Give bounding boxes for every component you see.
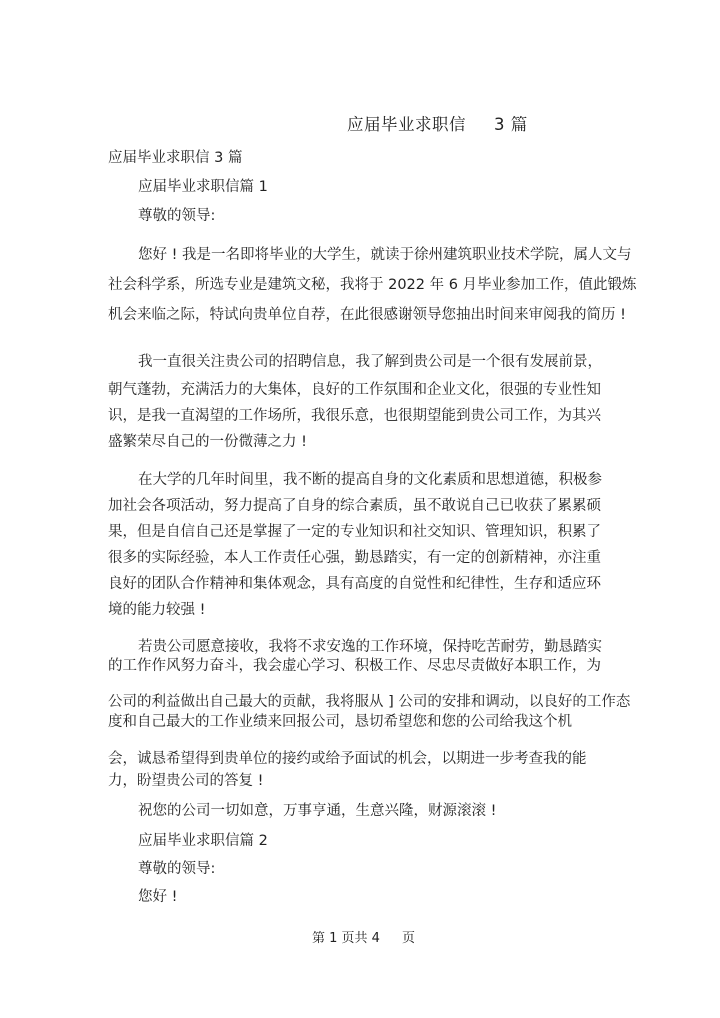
salutation-2: 尊敬的领导: (138, 861, 216, 877)
paragraph-2-line: 识，是我一直渴望的工作场所，我很乐意，也很期望能到贵公司工作，为其兴 (108, 408, 601, 424)
section-heading-2: 应届毕业求职信篇 2 (138, 833, 268, 849)
paragraph-3-line: 良好的团队合作精神和集体观念，具有高度的自觉性和纪律性，生存和适应环 (108, 576, 601, 592)
paragraph-2-line: 朝气蓬勃，充满活力的大集体，良好的工作氛围和企业文化，很强的专业性知 (108, 382, 601, 398)
paragraph-4-line: 力，盼望贵公司的答复 ! (108, 773, 264, 789)
section-heading-1: 应届毕业求职信篇 1 (138, 179, 268, 195)
paragraph-1-line: 社会科学系，所选专业是建筑文秘，我将于 2022 年 6 月毕业参加工作，值此锻炼 (108, 277, 637, 293)
greeting-2: 您好 ! (138, 889, 178, 905)
page-number-label: 第 1 页共 4 (312, 931, 380, 946)
salutation-1: 尊敬的领导: (138, 208, 216, 224)
paragraph-3-line: 果，但是自信自己还是掌握了一定的专业知识和社交知识、管理知识，积累了 (108, 524, 601, 540)
paragraph-4-line: 的工作作风努力奋斗，我会虚心学习、积极工作、尽忠尽责做好本职工作，为 (108, 658, 601, 674)
title-count: 3 篇 (494, 115, 528, 134)
paragraph-4-line: 度和自己最大的工作业绩来回报公司，恳切希望您和您的公司给我这个机 (108, 714, 572, 730)
paragraph-3-line: 加社会各项活动，努力提高了自身的综合素质，虽不敢说自己已收获了累累硕 (108, 498, 601, 514)
document-title (347, 114, 528, 136)
paragraph-1-line: 您好 ! 我是一名即将毕业的大学生，就读于徐州建筑职业技术学院，属人文与 (138, 247, 632, 263)
paragraph-1-line: 机会来临之际，特试向贵单位自荐，在此很感谢领导您抽出时间来审阅我的简历 ! (108, 307, 626, 323)
paragraph-2-line: 我一直很关注贵公司的招聘信息，我了解到贵公司是一个很有发展前景， (138, 354, 602, 370)
page-footer (312, 930, 415, 948)
document-subtitle: 应届毕业求职信 3 篇 (108, 150, 243, 166)
paragraph-2-line: 盛繁荣尽自己的一份微薄之力 ! (108, 434, 307, 450)
paragraph-4-line: 会，诚恳希望得到贵单位的接约或给予面试的机会，以期进一步考查我的能 (108, 751, 587, 767)
paragraph-4-line: 公司的利益做出自己最大的贡献，我将服从 ] 公司的安排和调动，以良好的工作态 (108, 694, 631, 710)
closing-line: 祝您的公司一切如意，万事亨通，生意兴隆，财源滚滚 ! (138, 803, 497, 819)
page-number-suffix: 页 (401, 931, 415, 946)
paragraph-3-line: 在大学的几年时间里，我不断的提高自身的文化素质和思想道德，积极参 (138, 472, 602, 488)
paragraph-3-line: 很多的实际经验，本人工作责任心强，勤恳踏实，有一定的创新精神，亦注重 (108, 550, 601, 566)
paragraph-4-line: 若贵公司愿意接收，我将不求安逸的工作环境，保持吃苦耐劳，勤恳踏实 (138, 639, 602, 655)
title-text: 应届毕业求职信 (347, 115, 466, 134)
paragraph-3-line: 境的能力较强 ! (108, 602, 206, 618)
